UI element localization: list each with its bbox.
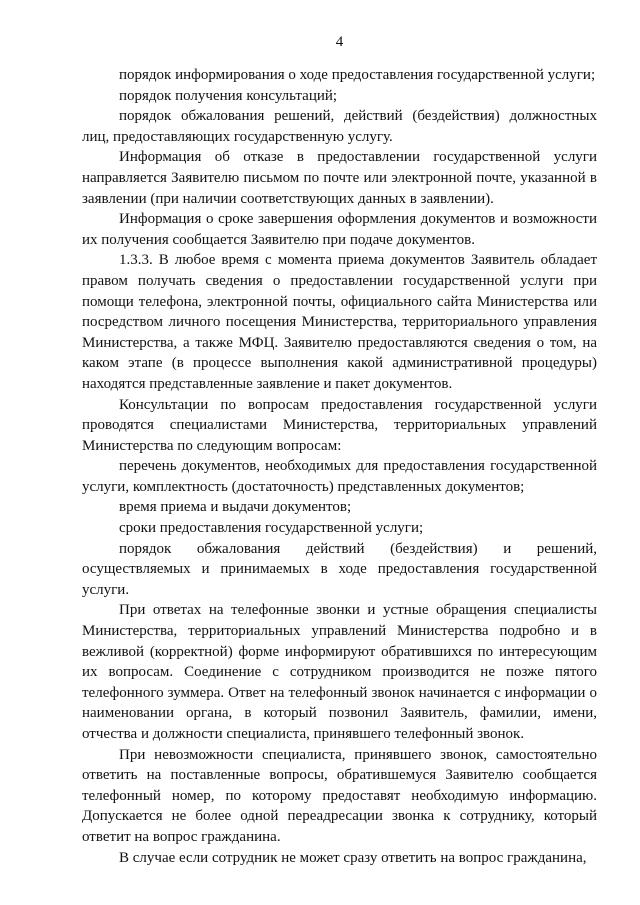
paragraph-consultation-procedure: порядок получения консультаций; bbox=[119, 87, 338, 104]
list-item-documents: перечень документов, необходимых для предоставления государственной услуги, комплектность (достаточность) представленных документов; bbox=[82, 458, 597, 495]
paragraph-phone-answers: При ответах на телефонные звонки и устные обращения специалисты Министерства, территориальных управлений Министерства подробно и в вежливой (корректной) форме информируют обратившихся по интересующим их вопросам. Соединение с сотрудником производится не позже пятого телефонного зуммера. Ответ на телефонный звонок начинается с информации о наименовании органа, в который позвонил Заявитель, фамилии, имени, отчества и должности специалиста, принявшего телефонный звонок. bbox=[82, 602, 597, 742]
paragraph-completion-info: Информация о сроке завершения оформления документов и возможности их получения сообщается Заявителю при подаче документов. bbox=[82, 211, 597, 248]
list-item-service-terms: сроки предоставления государственной услуги; bbox=[119, 520, 424, 537]
paragraph-info-procedure: порядок информирования о ходе предоставления государственной услуги; bbox=[119, 67, 596, 83]
paragraph-section-1-3-3: 1.3.3. В любое время с момента приема документов Заявитель обладает правом получать сведения о предоставлении государственной услуги при помощи телефона, электронной почты, официального сайта Министерства или посредством личного посещения Министерства, территориального управления Министерства, а также МФЦ. Заявителю предоставляются сведения о том, на каком этапе (в процессе выполнения какой административной процедуры) находятся представленные заявление и пакет документов. bbox=[82, 252, 597, 392]
paragraph-refusal-info: Информация об отказе в предоставлении государственной услуги направляется Заявителю письмом по почте или электронной почте, указанной в заявлении (при наличии соответствующих данных в заявлении). bbox=[82, 149, 597, 207]
list-item-appeal-order: порядок обжалования действий (бездействия) и решений, осуществляемых и принимаемых в ходе предоставления государственной услуги. bbox=[82, 540, 597, 598]
paragraph-cannot-answer: В случае если сотрудник не может сразу ответить на вопрос гражданина, bbox=[119, 849, 587, 866]
paragraph-appeal-procedure: порядок обжалования решений, действий (бездействия) должностных лиц, предоставляющих государственную услугу. bbox=[82, 108, 597, 145]
list-item-reception-time: время приема и выдачи документов; bbox=[119, 499, 352, 516]
paragraph-consultations: Консультации по вопросам предоставления государственной услуги проводятся специалистами Министерства, территориальных управлений Министерства по следующим вопросам: bbox=[82, 396, 597, 454]
paragraph-call-redirect: При невозможности специалиста, принявшего звонок, самостоятельно ответить на поставленные вопросы, обратившемуся Заявителю сообщается телефонный номер, по которому предоставят необходимую информацию. Допускается не более одной переадресации звонка к сотруднику, который ответит на вопрос гражданина. bbox=[82, 746, 597, 845]
page-number: 4 bbox=[335, 34, 344, 50]
